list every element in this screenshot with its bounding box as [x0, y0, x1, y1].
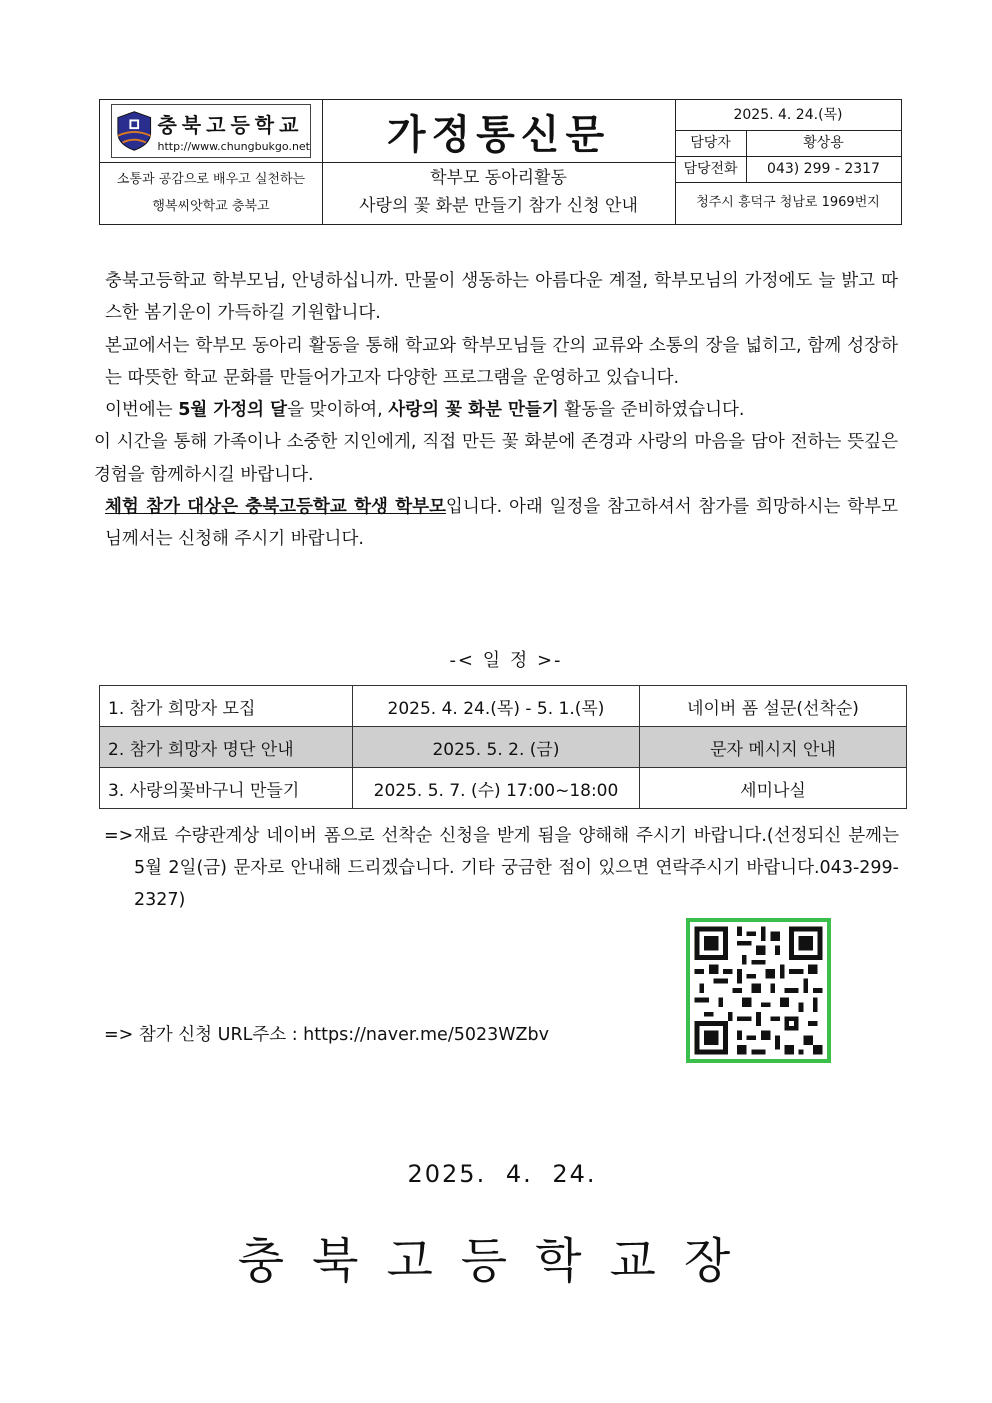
divider — [100, 162, 675, 163]
application-url[interactable]: => 참가 신청 URL주소 : https://naver.me/5023WZbv — [104, 1025, 550, 1045]
paragraph-activity — [94, 394, 898, 426]
divider — [675, 130, 901, 131]
highlight-month: 5월 가정의 달 — [178, 400, 288, 421]
slogan-line-1: 소통과 공감으로 배우고 실천하는 — [116, 172, 306, 187]
schedule-method: 네이버 폼 설문(선착순) — [640, 686, 907, 727]
qr-code-icon[interactable] — [686, 918, 831, 1063]
manager-name: 황상용 — [803, 135, 844, 151]
highlight-target: 체험 참가 대상은 충북고등학교 학생 학부모 — [105, 497, 446, 518]
divider — [675, 100, 676, 224]
paragraph-target — [94, 491, 898, 556]
schedule-method: 문자 메시지 안내 — [640, 727, 907, 768]
school-slogan — [100, 162, 322, 224]
subtitle-line-1: 학부모 동아리활동 — [430, 168, 567, 188]
phone-number: 043) 299 - 2317 — [767, 161, 880, 177]
document-title: 가정통신문 — [386, 111, 611, 158]
highlight-activity: 사랑의 꽃 화분 만들기 — [388, 400, 559, 421]
school-name: 충북고등학교 — [157, 113, 304, 137]
document-subtitle — [322, 162, 675, 224]
schedule-date: 2025. 5. 2. (금) — [353, 727, 640, 768]
table-row — [100, 727, 907, 768]
paragraph-purpose: 이 시간을 통해 가족이나 소중한 지인에게, 직접 만든 꽃 화분에 존경과 사랑의 마음을 담아 전하는 뜻깊은 경험을 함께하시길 바랍니다. — [94, 432, 898, 485]
header-table — [99, 99, 902, 225]
arrow-marker: => — [104, 826, 134, 846]
notice-paragraph — [104, 820, 899, 916]
phone-label: 담당전화 — [683, 161, 738, 177]
schedule-date: 2025. 5. 7. (수) 17:00~18:00 — [353, 768, 640, 809]
schedule-title: -< 일 정 >- — [449, 650, 563, 671]
issue-date: 2025. 4. 24.(목) — [733, 107, 843, 123]
slogan-line-2: 행복씨앗학교 충북고 — [152, 199, 270, 214]
principal-signature: 충북고등학교장 — [237, 1233, 759, 1289]
schedule-item: 3. 사랑의꽃바구니 만들기 — [100, 768, 353, 809]
subtitle-line-2: 사랑의 꽃 화분 만들기 참가 신청 안내 — [359, 196, 638, 216]
footer-date: 2025. 4. 24. — [407, 1160, 597, 1188]
text-run: 이번에는 — [105, 400, 179, 421]
schedule-item: 2. 참가 희망자 명단 안내 — [100, 727, 353, 768]
table-row — [100, 768, 907, 809]
paragraph-intro: 본교에서는 학부모 동아리 활동을 통해 학교와 학부모님들 간의 교류와 소통의 장을 넓히고, 함께 성장하는 따뜻한 학교 문화를 만들어가고자 다양한 프로그램을 운영하고 있습니다. — [105, 335, 898, 388]
schedule-date: 2025. 4. 24.(목) - 5. 1.(목) — [353, 686, 640, 727]
table-row — [100, 686, 907, 727]
letter-body — [94, 265, 898, 556]
school-emblem-icon — [115, 109, 153, 153]
school-url: http://www.chungbukgo.net — [157, 140, 310, 153]
schedule-method: 세미나실 — [640, 768, 907, 809]
school-logo — [111, 104, 311, 158]
schedule-table — [99, 685, 907, 809]
manager-label: 담당자 — [690, 135, 731, 151]
divider — [675, 182, 901, 183]
text-run: 입니다. 아래 일정을 참고하셔서 참가를 희망하시는 학부모님께서는 신청해 주시기 바랍니다. — [105, 497, 898, 550]
paragraph-greeting: 충북고등학교 학부모님, 안녕하십니까. 만물이 생동하는 아름다운 계절, 학부모님의 가정에도 늘 밝고 따스한 봄기운이 가득하길 기원합니다. — [105, 271, 898, 324]
text-run: 활동을 준비하였습니다. — [558, 400, 745, 421]
text-run: 을 맞이하여, — [287, 400, 389, 421]
school-address: 청주시 흥덕구 청남로 1969번지 — [696, 195, 880, 210]
schedule-item: 1. 참가 희망자 모집 — [100, 686, 353, 727]
divider — [675, 156, 901, 157]
school-logo-cell — [100, 100, 322, 162]
notice-text: 재료 수량관계상 네이버 폼으로 선착순 신청을 받게 됨을 양해해 주시기 바랍니다.(선정되신 분께는 5월 2일(금) 문자로 안내해 드리겠습니다. 기타 궁금한 점이 있으면 연락주시기 바랍니다.043-299-2327) — [134, 826, 899, 910]
